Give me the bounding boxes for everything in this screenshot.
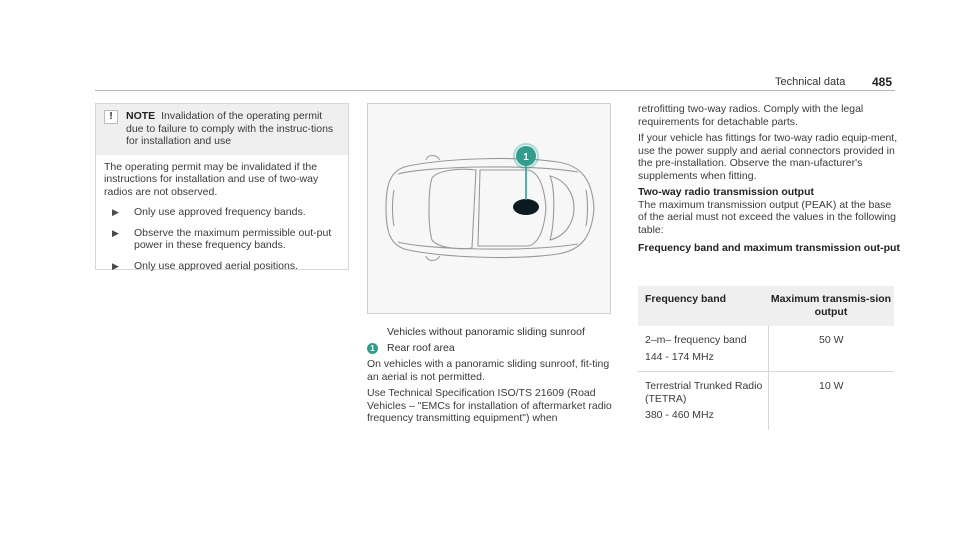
rear-roof-area <box>513 199 539 215</box>
frequency-table <box>638 286 894 430</box>
paragraph: If your vehicle has fittings for two-way radio equip-ment, use the power supply and aerial connectors provided in the pre-installation. Observe the man-ufacturer's supplements when fitting. <box>638 132 898 182</box>
header-rule <box>95 90 895 91</box>
paragraph: The maximum transmission output (PEAK) at the base of the aerial must not exceed the values in the following table: <box>638 198 896 236</box>
bullet-item <box>104 227 340 252</box>
bullet-item <box>104 260 340 273</box>
table-header-cell: Frequency band <box>645 293 727 305</box>
bullet-text: Observe the maximum permissible out-put power in these frequency bands. <box>134 226 332 251</box>
paragraph: On vehicles with a panoramic sliding sunroof, fit-ting an aerial is not permitted. <box>367 358 610 383</box>
bullet-text: Only use approved frequency bands. <box>134 206 306 218</box>
subheading: Frequency band and maximum transmission out-put <box>638 242 900 254</box>
figure-caption: Vehicles without panoramic sliding sunroof <box>387 326 585 338</box>
note-body-text: The operating permit may be invalidated if the instructions for installation and use of two-way radios are not observed. <box>104 160 319 198</box>
subheading: Two-way radio transmission output <box>638 186 814 198</box>
page-number: 485 <box>872 75 893 89</box>
right-column <box>638 103 900 255</box>
middle-text <box>367 358 617 429</box>
legend-text: Rear roof area <box>387 342 455 354</box>
table-cell: Terrestrial Trunked Radio (TETRA) 380 - 460 MHz <box>638 372 769 430</box>
note-summary: Invalidation of the operating permit due to failure to comply with the instruc-tions for installation and use <box>126 110 334 147</box>
table-header <box>638 286 894 326</box>
table-cell: 10 W <box>818 380 844 392</box>
exclamation-icon: ! <box>104 110 118 124</box>
paragraph: retrofitting two-way radios. Comply with the legal requirements for detachable parts. <box>638 103 864 128</box>
section-title: Technical data <box>775 76 846 88</box>
arrow-right-icon: ▶ <box>112 260 119 271</box>
table-header-cell: Maximum transmis-sion output <box>770 293 892 318</box>
table-row <box>638 326 894 372</box>
paragraph: Use Technical Specification ISO/TS 21609 (Road Vehicles – "EMCs for installation of aftermarket radio frequency transmitting equipment") when <box>367 387 612 424</box>
note-header <box>96 104 348 155</box>
note-body <box>96 155 348 279</box>
car-illustration <box>367 103 611 314</box>
callout-number: 1 <box>523 152 529 163</box>
note-box <box>95 103 349 270</box>
car-top-view-image <box>368 104 610 313</box>
arrow-right-icon: ▶ <box>112 227 119 238</box>
bullet-item <box>104 206 340 219</box>
note-title: NOTE <box>126 110 156 122</box>
table-row <box>638 372 894 430</box>
arrow-right-icon: ▶ <box>112 207 119 217</box>
table-cell: 2–m– frequency band 144 - 174 MHz <box>638 326 769 371</box>
legend-badge: 1 <box>367 343 378 354</box>
bullet-text: Only use approved aerial positions. <box>134 259 299 272</box>
table-cell: 50 W <box>818 334 844 346</box>
figure-legend <box>367 342 455 354</box>
